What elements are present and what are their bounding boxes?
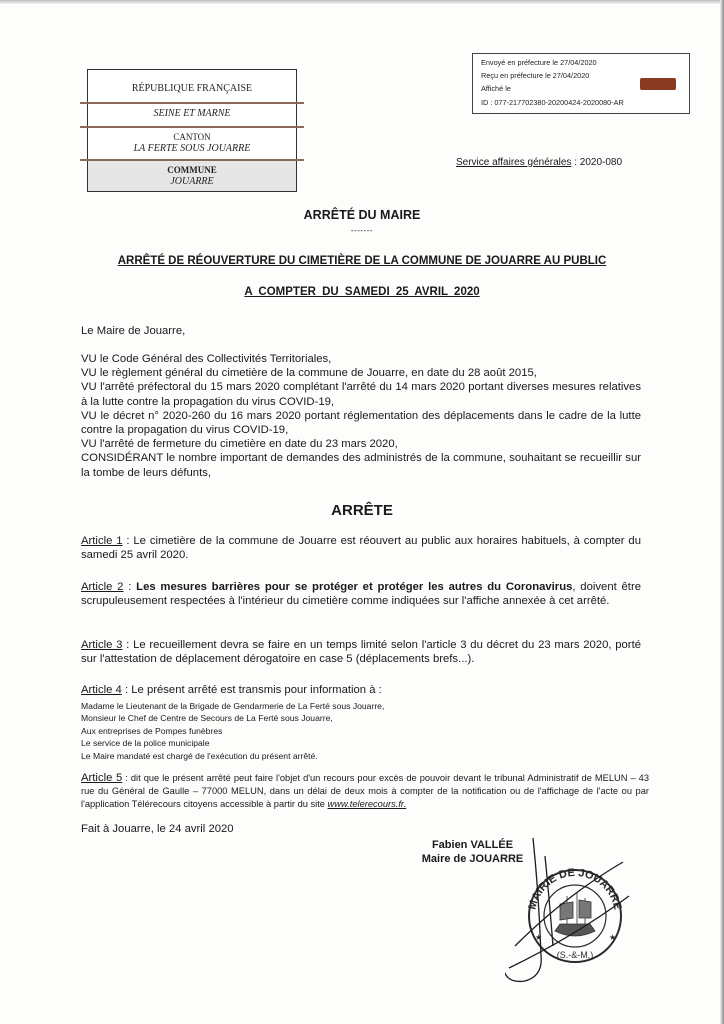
signer-name: Fabien VALLÉE [431,839,514,851]
article-1 [81,534,641,562]
article-4-recipients [81,700,641,762]
consideration: VU le règlement général du cimetière de la commune de Jouarre, en date du 28 août 2015, [81,367,537,380]
document-effective-date: A COMPTER DU SAMEDI 25 AVRIL 2020 [244,286,480,298]
article-separator: : [123,581,137,593]
recipient: Madame le Lieutenant de la Brigade de Gendarmerie de La Ferté sous Jouarre, [81,701,385,711]
recipient: Le Maire mandaté est chargé de l'exécution du présent arrêté. [81,750,318,761]
seal-text-bottom: (S.-&-M.) [556,950,594,960]
title-separator: ------- [350,226,374,235]
article-text: , doivent être scrupuleusement respectées à l'intérieur du cimetière comme indiquées sur l'affiche annexée à cet arrêté. [81,581,641,608]
recipient: Le service de la police municipale [81,738,210,749]
header-divider [80,126,304,128]
seal-star-icon: ★ [609,933,617,942]
place-and-date: Fait à Jouarre, le 24 avril 2020 [81,823,234,835]
preamble-opening: Le Maire de Jouarre, [81,325,186,337]
article-text: Le cimetière de la commune de Jouarre est réouvert au public aux horaires habituels, à compter du samedi 25 avril 2020. [81,535,641,562]
article-4 [81,683,641,697]
article-text: dit que le présent arrêté peut faire l'objet d'un recours pour excès de pouvoir devant le tribunal Administratif de MELUN – 43 rue du Général de Gaulle – 77000 MELUN, dans un délai de deux mois à compter de la notification ou de l'affichage de l'acte ou par l'application Télérecours citoyens accessible à partir du site [81,773,650,809]
article-separator: : [121,684,132,696]
service-separator: : [571,157,580,168]
seal-ship-emblem [555,892,595,936]
article-separator: : [122,535,134,547]
seal-text-top: MAIRIE DE JOUARRE [526,866,624,911]
canton-name: LA FERTE SOUS JOUARRE [133,143,251,154]
preamble-considerations [81,352,641,480]
header-divider [80,159,304,161]
article-3 [81,638,641,666]
mairie-seal-icon [505,836,635,986]
prefecture-receipt-box [472,53,690,114]
sent-to-prefecture: Envoyé en préfecture le 27/04/2020 [481,58,597,67]
header-divider [80,102,304,104]
posted-on: Affiché le [481,84,511,93]
service-number: 2020-080 [579,157,623,168]
canton-label: CANTON [173,132,211,142]
arrete-heading: ARRÊTE [331,502,393,519]
article-5 [81,772,649,810]
consideration: VU l'arrêté préfectoral du 15 mars 2020 complétant l'arrêté du 14 mars 2020 portant diverses mesures relatives à la lutte contre la propagation du virus COVID-19, [81,381,641,408]
article-2 [81,580,641,608]
service-reference [456,157,622,168]
article-text: Le recueillement devra se faire en un temps limité selon l'article 3 du décret du 23 mars 2020, porté sur l'attestation de déplacement dérogatoire en case 5 (déplacements brefs...). [81,639,641,666]
article-text: Le présent arrêté est transmis pour information à : [131,684,382,696]
scan-edge-top [0,0,724,4]
prefecture-stamp-icon [640,78,676,90]
article-label: Article 2 [81,581,124,593]
act-id: ID : 077-217702380-20200424-2020080-AR [481,98,624,107]
telerecours-link[interactable]: www.telerecours.fr. [327,798,407,809]
document-title: ARRÊTÉ DU MAIRE [303,208,421,222]
article-label: Article 3 [81,639,123,651]
consideration: VU le décret n° 2020-260 du 16 mars 2020 portant réglementation des déplacements dans le cadre de la lutte contre la propagation du virus COVID-19, [81,409,641,437]
recipient: Aux entreprises de Pompes funèbres [81,725,223,736]
article-label: Article 5 [81,772,123,784]
commune-name: JOUARRE [170,176,214,187]
service-label: Service affaires générales [456,157,572,168]
article-label: Article 4 [81,684,122,696]
article-separator: : [122,639,134,651]
article-bold-text: Les mesures barrières pour se protéger et protéger les autres du Coronavirus [136,581,573,593]
consideration: VU l'arrêté de fermeture du cimetière en date du 23 mars 2020, [81,438,398,451]
consideration: CONSIDÉRANT le nombre important de demandes des administrés de la commune, souhaitant se recueillir sur la tombe de leurs défunts, [81,452,641,479]
signer-title: Maire de JOUARRE [421,853,524,865]
consideration: VU le Code Général des Collectivités Territoriales, [81,353,332,365]
administrative-header-box [87,69,297,192]
commune-label: COMMUNE [167,165,217,175]
republique-label: RÉPUBLIQUE FRANÇAISE [131,83,253,94]
document-subject: ARRÊTÉ DE RÉOUVERTURE DU CIMETIÈRE DE LA COMMUNE DE JOUARRE AU PUBLIC [117,255,607,267]
departement-label: SEINE ET MARNE [153,108,231,119]
seal-star-icon: ★ [535,933,543,942]
article-separator: : [122,773,131,783]
article-label: Article 1 [81,535,123,547]
received-by-prefecture: Reçu en préfecture le 27/04/2020 [481,71,590,80]
recipient: Monsieur le Chef de Centre de Secours de La Ferté sous Jouarre, [81,713,333,724]
